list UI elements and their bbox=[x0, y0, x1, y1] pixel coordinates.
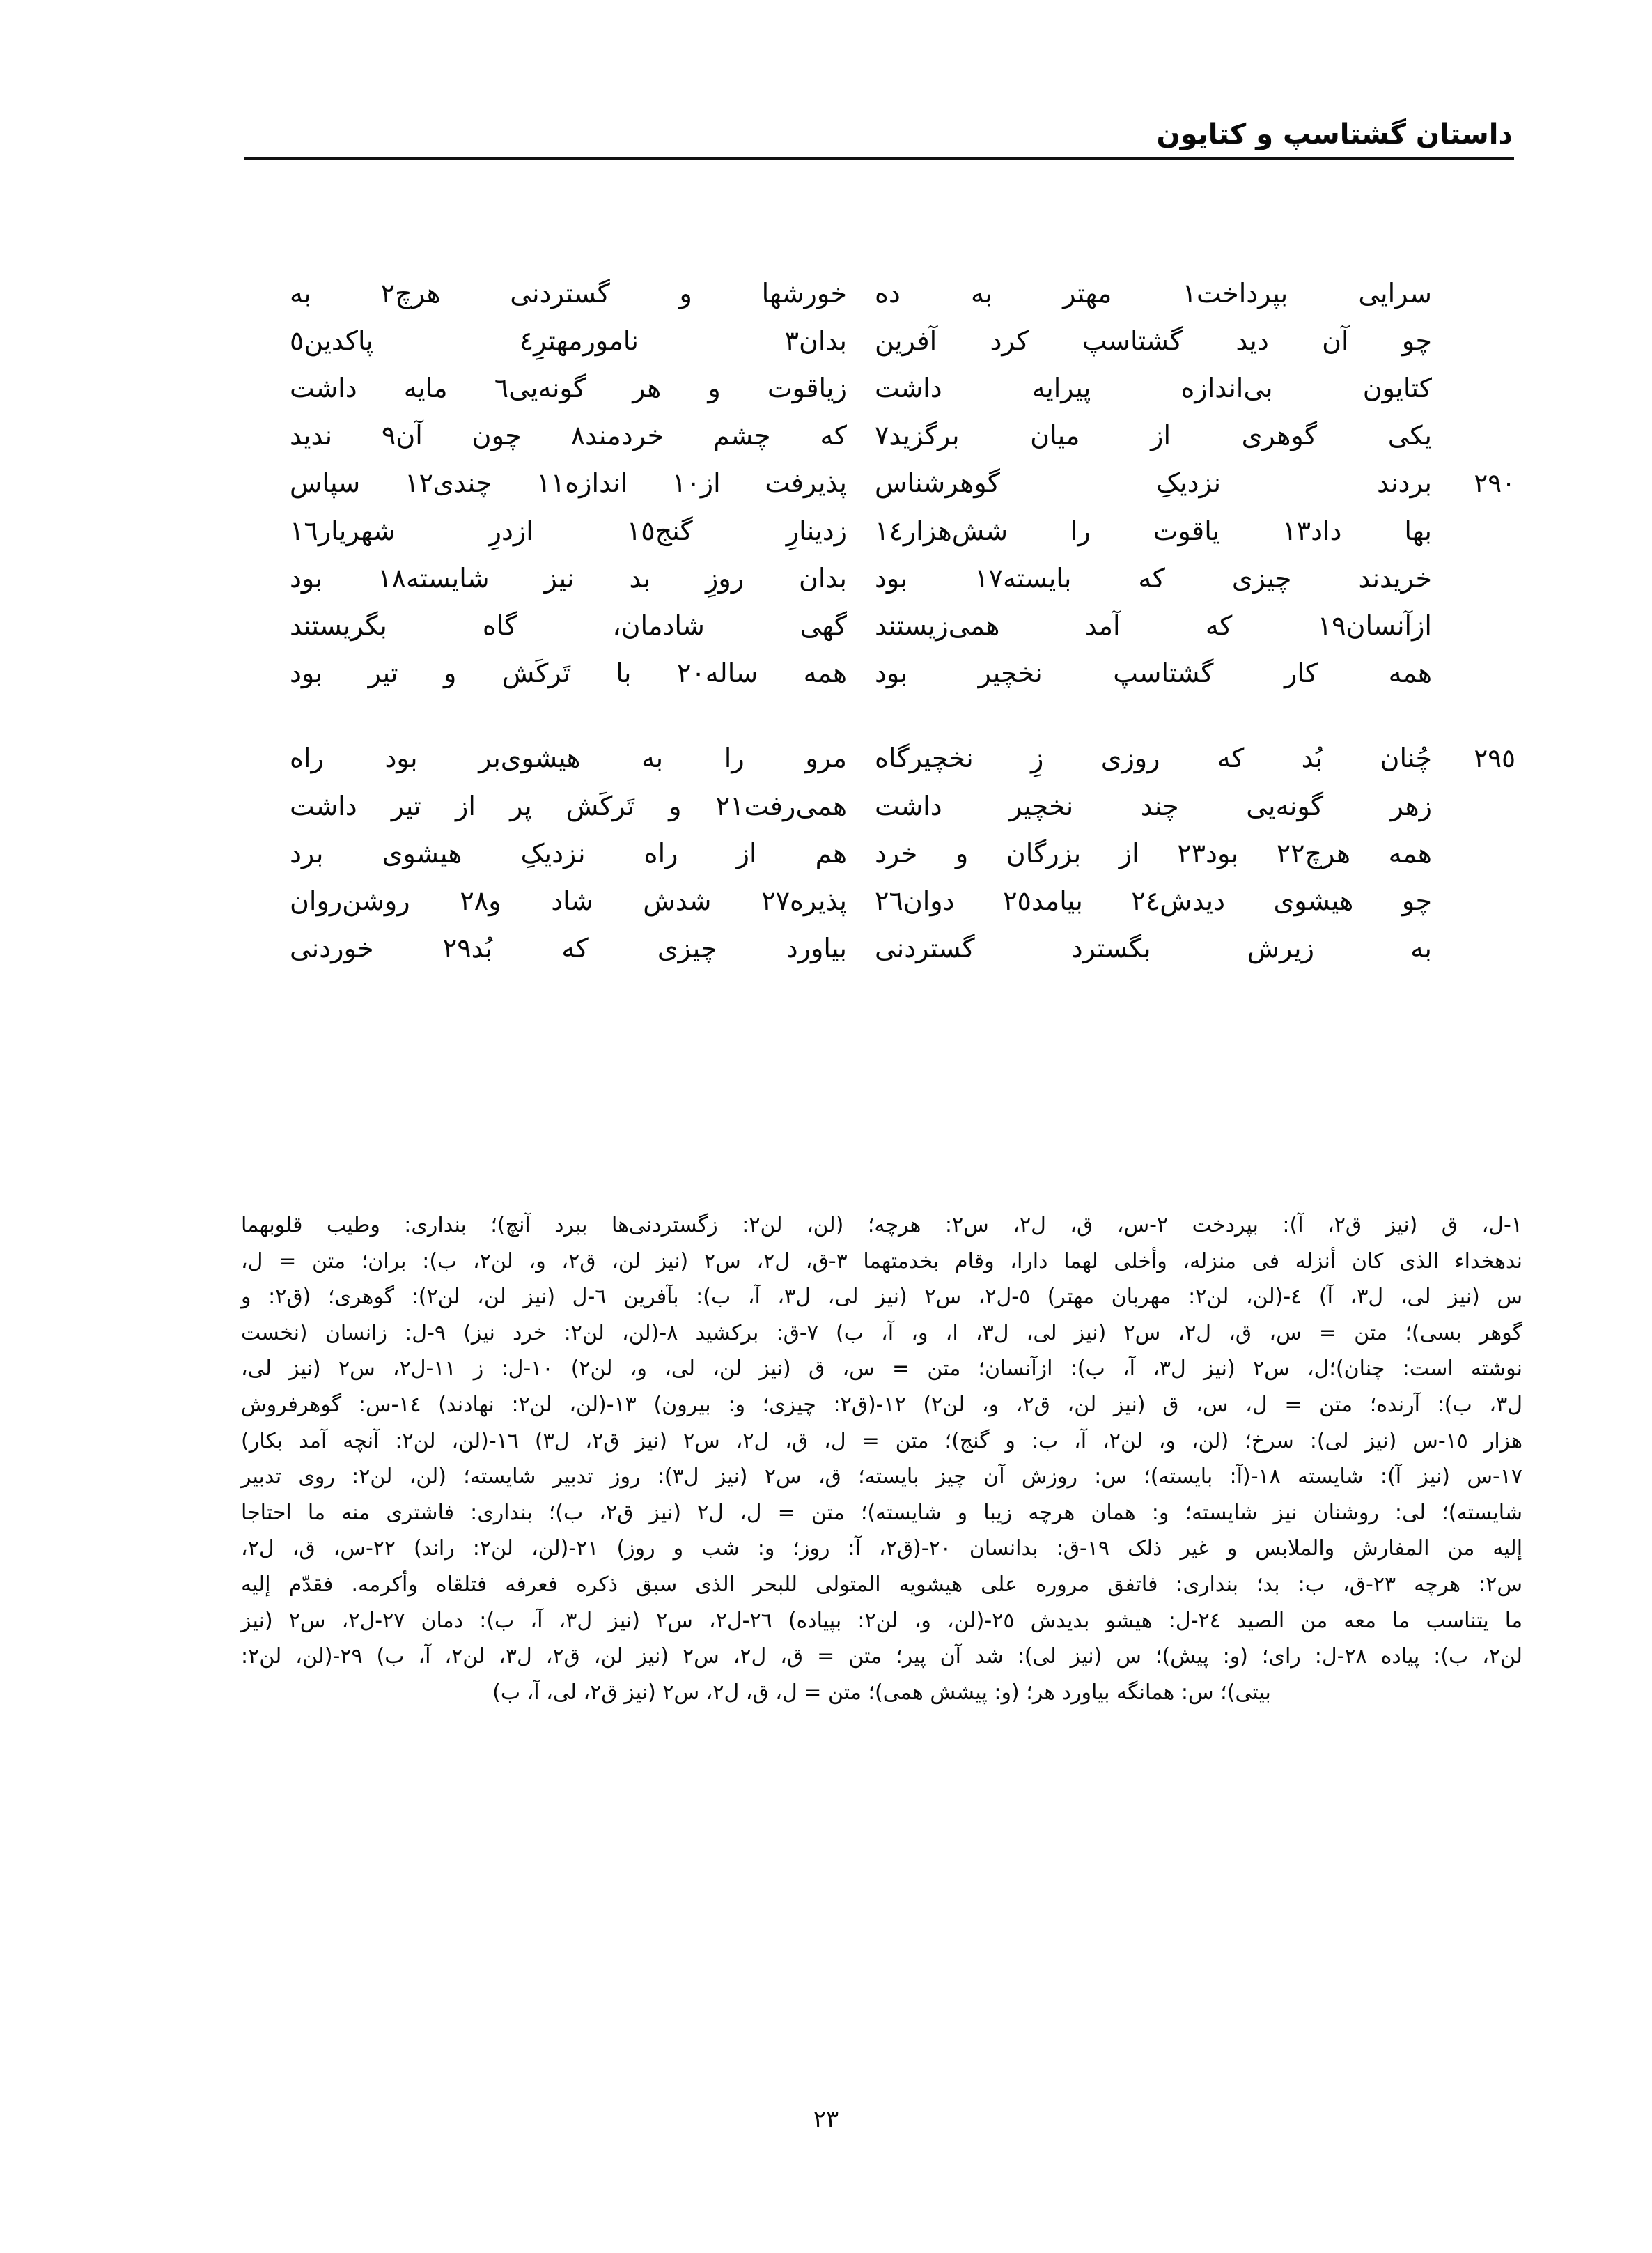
couplet bbox=[241, 784, 1520, 828]
hemistich-second: که چشم خردمند٨ چون آن٩ ندید bbox=[290, 420, 848, 451]
hemistich-second: زیاقوت و هر گونه‌یی٦ مایه داشت bbox=[290, 373, 847, 403]
hemistich-second: بدان٣ نامورمهترِ٤ پاکدین٥ bbox=[290, 325, 847, 356]
hemistich-first: بها داد١٣ یاقوت را شش‌هزار١٤ bbox=[875, 516, 1432, 546]
hemistich-second: مرو را به هیشوی‌بر بود راه bbox=[290, 743, 847, 773]
hemistich-first: زهر گونه‌یی چند نخچیر داشت bbox=[875, 791, 1432, 821]
apparatus-line: بیتی)؛ س: همانگه بیاورد هر؛ (و: پیشش همی)؛ متن = ل، ق، ل٢، س٢ (نیز ق٢، لی، آ، ب) bbox=[492, 1680, 1271, 1705]
apparatus-line: ما یتناسب ما معه من الصید ٢٤-ل: هیشو بدیدش ٢٥-(لن، و، لن٢: بپیاده) ٢٦-ل٢، س٢ (نیز ل٣، آ، ب): دمان ٢٧-ل٢، س٢ (نیز bbox=[241, 1608, 1523, 1633]
apparatus-line: شایسته)؛ لی: روشنان نیز شایسته؛ و: همان هرچه زیبا و شایسته)؛ متن = ل، ل٢ (نیز ق٢، ب)؛ بنداری: فاشتری منه ما احتاجا bbox=[241, 1500, 1523, 1525]
couplet bbox=[241, 651, 1520, 695]
hemistich-second: گهی شادمان، گاه بگریستند bbox=[290, 610, 847, 641]
hemistich-first: به زیرش بگسترد گستردنی bbox=[875, 933, 1432, 963]
apparatus-line: گوهر بسی)؛ متن = س، ق، ل٢، س٢ (نیز لی، ل٣، ا، و، آ، ب) ٧-ق: برکشید ٨-(لن، لن٢: خرد نیز) ٩-ل: زانسان (نخست bbox=[241, 1320, 1523, 1345]
apparatus-line: ١٧-س (نیز آ): شایسته ١٨-(آ: بایسته)؛ س: روزش آن چیز بایسته؛ ق، س٢ (نیز ل٣): روز تدبیر شایسته؛ (لن، لن٢: روی تدبیر bbox=[241, 1464, 1522, 1489]
couplet bbox=[241, 879, 1520, 922]
stanza-2 bbox=[241, 736, 1520, 970]
couplet bbox=[241, 927, 1520, 970]
hemistich-second: خورشها و گستردنی هرچ٢ به bbox=[290, 278, 848, 309]
couplet bbox=[241, 272, 1520, 315]
hemistich-first: کتایون بی‌اندازه پیرایه داشت bbox=[875, 373, 1432, 403]
verse-number: ٢٩٠ bbox=[1474, 468, 1515, 498]
hemistich-first: خریدند چیزی که بایسته١٧ بود bbox=[875, 563, 1432, 594]
apparatus-line: ١-ل، ق (نیز ق٢، آ): بپردخت ٢-س، ق، ل٢، س٢: هرچه؛ (لن، لن٢: زگستردنی‌ها ببرد آنچ)؛ بنداری: وطیب قلوبهما bbox=[241, 1213, 1522, 1237]
hemistich-second: هم از راه نزدیکِ هیشوی برد bbox=[290, 838, 847, 869]
hemistich-second: همه ساله٢٠ با تَرکَش و تیر بود bbox=[290, 658, 847, 688]
hemistich-first: سرایی بپرداخت١ مهتر به ده bbox=[875, 278, 1432, 309]
hemistich-second: بیاورد چیزی که بُد٢٩ خوردنی bbox=[290, 933, 847, 963]
header-rule bbox=[244, 157, 1514, 160]
apparatus-line: لن٢، ب): پیاده ٢٨-ل: رای؛ (و: پیش)؛ س (نیز لی): شد آن پیر؛ متن = ق، ل٢، س٢ (نیز لن، ق٢، ل٣، لن٢، آ، ب) ٢٩-(لن، لن٢: bbox=[241, 1644, 1523, 1669]
hemistich-second: زدینارِ گنج١٥ ازدرِ شهریار١٦ bbox=[290, 516, 847, 546]
hemistich-second: بدان روزِ بد نیز شایسته١٨ بود bbox=[290, 563, 847, 594]
stanza-1 bbox=[241, 272, 1520, 695]
couplet bbox=[241, 604, 1520, 647]
couplet bbox=[241, 461, 1520, 505]
hemistich-first: چو آن دید گشتاسپ کرد آفرین bbox=[875, 325, 1432, 356]
critical-apparatus bbox=[241, 1209, 1522, 1712]
apparatus-line: ندهخداء الذی کان أنزله فی منزله، وأخلی لهما دارا، وقام بخدمتهما ٣-ق، ل٢، س٢ (نیز لن، ق٢، و، لن٢، ب): بران؛ متن = ل، bbox=[241, 1248, 1523, 1273]
couplet bbox=[241, 557, 1520, 600]
hemistich-second: همی‌رفت٢١ و تَرکَش پر از تیر داشت bbox=[290, 791, 847, 821]
hemistich-first: همه هرچ٢٢ بود٢٣ از بزرگان و خرد bbox=[875, 838, 1432, 869]
verse-number: ٢٩٥ bbox=[1474, 743, 1515, 773]
page-number: ۲۳ bbox=[813, 2105, 839, 2133]
couplet bbox=[241, 509, 1520, 552]
couplet bbox=[241, 736, 1520, 780]
apparatus-line: س (نیز لی، ل٣، آ) ٤-(لن، لن٢: مهربان مهتر) ٥-ل٢، س٢ (نیز لی، ل٣، آ، ب): بآفرین ٦-ل (نیز لن، لن٢): گوهری؛ (ق٢: و bbox=[241, 1285, 1523, 1310]
apparatus-line: نوشته است: چنان)؛ل، س٢ (نیز ل٣، آ، ب): ازآنسان؛ متن = س، ق (نیز لن، لی، و، لن٢) ١٠-ل: ز ١١-ل٢، س٢ (نیز لی، bbox=[241, 1356, 1523, 1381]
running-head bbox=[139, 117, 1513, 156]
hemistich-first: بردند نزدیکِ گوهرشناس bbox=[875, 467, 1432, 498]
verse-area bbox=[241, 272, 1520, 1012]
apparatus-line: إلیه من المفارش والملابس و غیر ذلک ١٩-ق: بدانسان ٢٠-(ق٢، آ: روز؛ و: شب و روز) ٢١-(لن، لن٢: راند) ٢٢-س، ق، ل٢، bbox=[241, 1536, 1523, 1561]
hemistich-second: پذیرفت از١٠ اندازه١١ چندی١٢ سپاس bbox=[290, 467, 847, 498]
hemistich-second: پذیره٢٧ شدش شاد و٢٨ روشن‌روان bbox=[290, 885, 847, 916]
apparatus-line: س٢: هرچه ٢٣-ق، ب: بد؛ بنداری: فاتفق مروره علی هیشویه المتولی للبحر الذی سبق ذکره فعرفه فتلقاه وأکرمه. فقدّم إلیه bbox=[241, 1572, 1522, 1597]
hemistich-first: همه کار گشتاسپ نخچیر بود bbox=[875, 658, 1432, 688]
hemistich-first: ازآنسان١٩ که آمد همی‌زیستند bbox=[875, 610, 1432, 641]
couplet bbox=[241, 414, 1520, 457]
running-head-title: داستان گشتاسپ و کتایون bbox=[1156, 118, 1513, 150]
couplet bbox=[241, 366, 1520, 410]
couplet bbox=[241, 319, 1520, 362]
hemistich-first: چو هیشوی دیدش٢٤ بیامد٢٥ دوان٢٦ bbox=[875, 885, 1432, 916]
apparatus-line: ل٣، ب): آرنده؛ متن = ل، س، ق (نیز لن، ق٢، و، لن٢) ١٢-(ق٢: چیزی؛ و: بیرون) ١٣-(لن، لن٢: نهادند) ١٤-س: گوهرفروش bbox=[241, 1392, 1522, 1417]
couplet bbox=[241, 832, 1520, 875]
apparatus-line: هزار ١٥-س (نیز لی): سرخ؛ (لن، و، لن٢، آ، ب: و گنج)؛ متن = ل، ق، ل٢، س٢ (نیز ق٢، ل٣) ١٦-(لن، لن٢: آنچه آمد بکار) bbox=[241, 1428, 1523, 1453]
hemistich-first: یکی گوهری از میان برگزید٧ bbox=[875, 420, 1432, 451]
hemistich-first: چُنان بُد که روزی زِ نخچیرگاه bbox=[875, 743, 1432, 773]
